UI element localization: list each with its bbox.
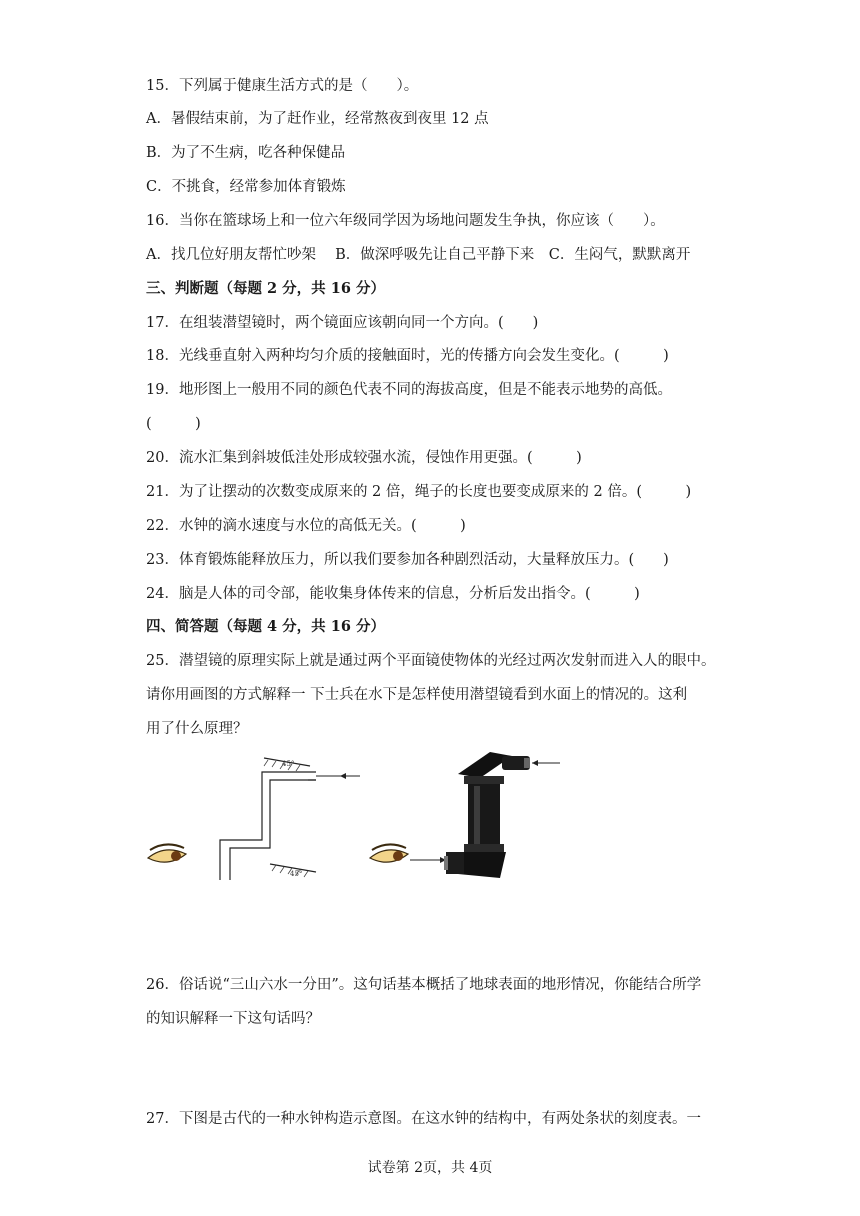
section3-heading: 三、判断题（每题 2 分，共 16 分） [146, 280, 385, 297]
q22: 22．水钟的滴水速度与水位的高低无关。( ) [146, 518, 466, 534]
periscope-instrument [444, 752, 530, 878]
q25-line-2: 请你用画图的方式解释一 下士兵在水下是怎样使用潜望镜看到水面上的情况的。这利 [146, 687, 688, 703]
q21: 21．为了让摆动的次数变成原来的 2 倍，绳子的长度也要变成原来的 2 倍。( ) [146, 484, 692, 500]
q24: 24．脑是人体的司令部，能收集身体传来的信息，分析后发出指令。( ) [146, 586, 640, 602]
instrument-light-arrow [532, 760, 560, 766]
q19: 19．地形图上一般用不同的颜色代表不同的海拔高度，但是不能表示地势的高低。 [146, 382, 672, 398]
q27-line-1: 27．下图是古代的一种水钟构造示意图。在这水钟的结构中，有两处条状的刻度表。一 [146, 1111, 701, 1127]
q26-line-2: 的知识解释一下这句话吗？ [146, 1011, 320, 1027]
q23: 23．体育锻炼能释放压力，所以我们要参加各种剧烈活动，大量释放压力。( ) [146, 552, 669, 568]
light-ray-arrow [316, 773, 360, 779]
right-eye-icon [370, 844, 408, 862]
periscope-figure [140, 752, 580, 887]
q17: 17．在组装潜望镜时，两个镜面应该朝向同一个方向。( ) [146, 315, 539, 331]
q26-line-1: 26．俗话说“三山六水一分田”。这句话基本概括了地球表面的地形情况，你能结合所学 [146, 977, 702, 993]
left-eye-icon [148, 844, 186, 862]
page-footer: 试卷第 2页，共 4页 [367, 1160, 493, 1176]
q20: 20．流水汇集到斜坡低洼处形成较强水流，侵蚀作用更强。( ) [146, 450, 582, 466]
q16-options: A．找几位好朋友帮忙吵架 B．做深呼吸先让自己平静下来 C．生闷气，默默离开 [146, 247, 691, 263]
top-mirror-angle-label: 45° [282, 760, 295, 768]
q16-stem: 16．当你在篮球场上和一位六年级同学因为场地问题发生争执，你应该（ ）。 [146, 213, 665, 229]
bottom-mirror-angle-label: 45° [290, 870, 303, 878]
section4-heading: 四、简答题（每题 4 分，共 16 分） [146, 618, 385, 635]
q25-line-3: 用了什么原理？ [146, 721, 248, 737]
q18: 18．光线垂直射入两种均匀介质的接触面时，光的传播方向会发生变化。( ) [146, 348, 669, 364]
q15-option-b: B．为了不生病，吃各种保健品 [146, 145, 346, 161]
eye-arrow [410, 857, 446, 863]
periscope-diagram [220, 758, 316, 880]
q15-option-c: C．不挑食，经常参加体育锻炼 [146, 179, 346, 195]
q15-stem: 15．下列属于健康生活方式的是（ ）。 [146, 78, 419, 94]
q19-blank: ( ) [146, 416, 201, 432]
q15-option-a: A．暑假结束前，为了赶作业，经常熬夜到夜里 12 点 [146, 111, 489, 127]
q25-line-1: 25．潜望镜的原理实际上就是通过两个平面镜使物体的光经过两次发射而进入人的眼中。 [146, 653, 716, 669]
